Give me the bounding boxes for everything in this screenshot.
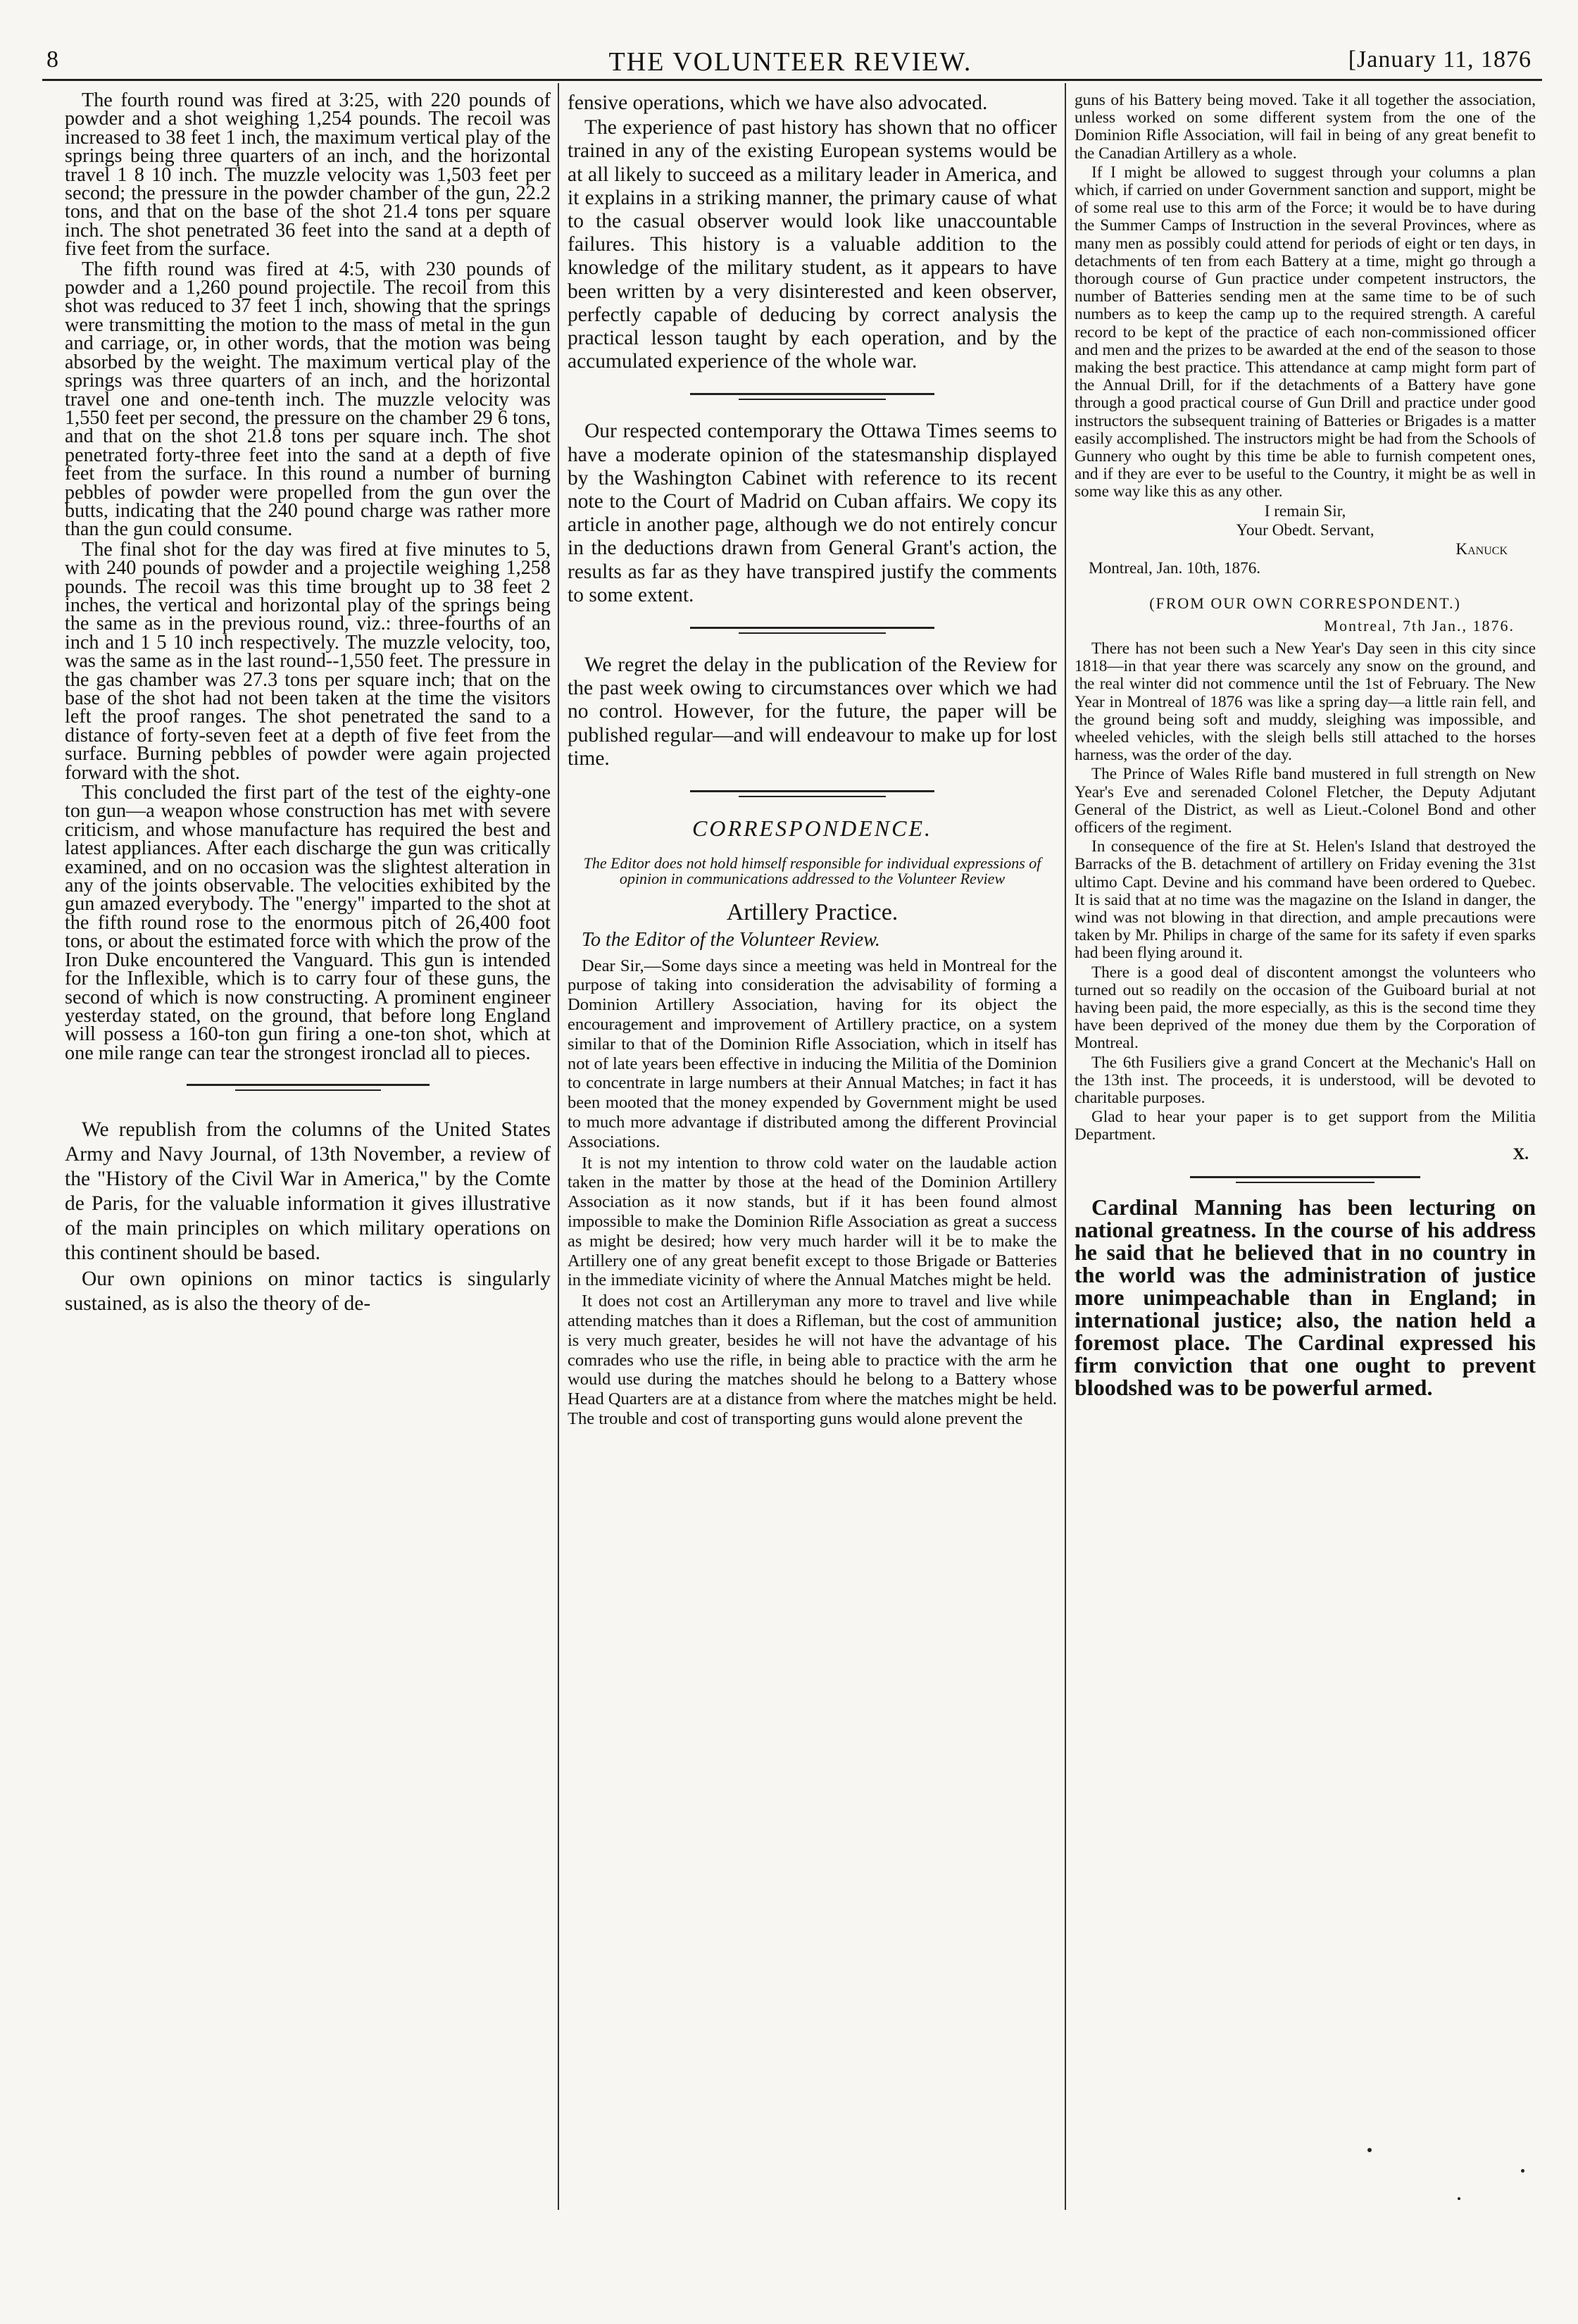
article-paragraph: The fifth round was fired at 4:5, with 230 pounds of powder and a 1,260 pound projectile. The recoil from this shot was reduced to 37 feet 1 inch, showing that the springs were transmitting the motion to the mass of metal in the gun and carriage, or, in other words, that the motion was being absorbed by the weight. The maximum vertical play of the springs was three quarters of an inch, and the horizontal travel one and one-tenth inch. The muzzle velocity was 1,550 feet per second, the pressure on the chamber 29 6 tons, and that on the shot 21.8 tons per square inch. The shot penetrated forty-three feet into the sand at a depth of five feet from the surface. In this round a number of burning pebbles of powder were propelled from the gun over the butts, indicating that the 240 pound charge was rather more than the gun could consume. (65, 258, 551, 541)
article-paragraph: This concluded the first part of the test of the eighty-one ton gun—a weapon whose construction has met with severe criticism, and whose manufacture has required the best and latest appliances. After each discharge the gun was critically examined, and on no occasion was the slightest alteration in any of the joints observable. The velocities exhibited by the gun amazed everybody. The "energy" imparted to the shot at the fifth round rose to the enormous pitch of 26,400 foot tons, or about the estimated force with which the prow of the Iron Duke encountered the Vanguard. This gun is intended for the Inflexible, which is to carry four of these guns, the second of which is now constructing. A prominent engineer yesterday stated, on the ground, that before long England will possess a 160-ton gun firing a one-ton shot, which at one mile range can tear the strongest ironclad all to pieces. (65, 782, 551, 1064)
news-paragraph: In consequence of the fire at St. Helen's Island that destroyed the Barracks of the B. detachment of artillery on Friday evening the 31st ultimo Capt. Devine and his command have been ordered to Quebec. It is said that at no time was the magazine on the Island in danger, the wind was not blowing in that direction, and ample precautions were taken by Mr. Philips in charge of the same for its safety if even sparks had been flying around it. (1075, 837, 1536, 963)
republish-section (65, 1118, 551, 1316)
section-separator (568, 390, 1057, 403)
header-rule (42, 79, 1542, 81)
page-number: 8 (46, 46, 59, 73)
letter-paragraph: Dear Sir,—Some days since a meeting was held in Montreal for the purpose of taking into consideration the advisability of forming a Dominion Artillery Association, having for its object the encouragement and improvement of Artillery practice, on a system similar to that of the Dominion Rifle Association, which in itself has not of late years been effective in inducing the Militia of the Dominion to concentrate in large numbers at their Annual Matches; in fact it has been mooted that the money expended by Government might be used to much more advantage if distributed among the different Provincial Associations. (568, 956, 1057, 1151)
column-1 (65, 89, 551, 1318)
letter-addressee: To the Editor of the Volunteer Review. (582, 929, 880, 951)
editorial-paragraph: fensive operations, which we have also advocated. (568, 92, 988, 114)
column-divider-1 (558, 83, 559, 2210)
section-separator (568, 787, 1057, 800)
letter-paragraph: guns of his Battery being moved. Take it all together the association, unless worked on some different system from the one of the Dominion Rifle Association, will fail in being of any great benefit to the Canadian Artillery as a whole. (1075, 91, 1536, 163)
correspondent-signature: X. (1513, 1144, 1529, 1163)
editorial-paragraph: Our own opinions on minor tactics is singularly sustained, as is also the theory of de- (65, 1268, 551, 1316)
news-paragraph: There has not been such a New Year's Day seen in this city since 1818—in that year there was scarcely any snow on the ground, and the real winter did not commence until the 1st of February. The New Year in Montreal of 1876 was like a spring day—a little rain fell, and the ground being soft and muddy, sleighing was impossible, and wheeled vehicles, with the sleigh bells still attached to the horses harness, was the order of the day. (1075, 639, 1536, 765)
letter-paragraph: It does not cost an Artilleryman any more to travel and live while attending matches than it does a Rifleman, but the cost of ammunition is very much greater, besides he will not have the advantage of his comrades who use the rifle, in being able to practice with the arm he would use during the matches should he belong to a Battery whose Head Quarters are at a distance from where the matches might be held. The trouble and cost of transporting guns would alone prevent the (568, 1292, 1057, 1429)
news-paragraph: The 6th Fusiliers give a grand Concert at the Mechanic's Hall on the 13th inst. The proceeds, it is understood, will be devoted to charitable purposes. (1075, 1053, 1536, 1107)
letter-place-date: Montreal, Jan. 10th, 1876. (1089, 559, 1261, 578)
article-title: Artillery Practice. (726, 899, 898, 926)
letter-closing: I remain Sir, (1264, 501, 1346, 520)
page-header (42, 42, 1539, 77)
scan-speck (1458, 2197, 1460, 2200)
editorial-paragraph: Our respected contemporary the Ottawa Times seems to have a moderate opinion of the statesmanship displayed by the Washington Cabinet with reference to its recent note to the Court of Madrid on Cuban affairs. We copy its article in another page, although we do not entirely concur in the deductions drawn from General Grant's action, the results as far as they have transpired justify the comments to some extent. (568, 420, 1057, 606)
article-paragraph: The fourth round was fired at 3:25, with 220 pounds of powder and a shot weighing 1,254 pounds. The recoil was increased to 38 feet 1 inch, the maximum vertical play of the springs being three quarters of an inch, and the horizontal travel 1 8 10 inch. The muzzle velocity was 1,503 feet per second; the pressure in the powder chamber of the gun, 22.2 tons, and that on the base of the shot 21.4 tons per square inch. The shot penetrated 36 feet into the sand at a depth of five feet from the surface. (65, 89, 551, 261)
letter-paragraph: It is not my intention to throw cold water on the laudable action taken in the matter by those at the head of the Dominion Artillery Association as it now stands, but if it has been found almost impossible to make the Dominion Rifle Association as great a success as might be desired; how very much harder will it be to make the Artillery one of any great benefit except to those Brigade or Batteries in the immediate vicinity of where the Annual Matches might be held. (568, 1153, 1057, 1290)
editorial-paragraph: We regret the delay in the publication of the Review for the past week owing to circumstances over which we had no control. However, for the future, the paper will be published regular—and will endeavour to make up for lost time. (568, 654, 1057, 770)
column-2 (568, 92, 1057, 1430)
letter-body (568, 956, 1057, 1429)
correspondent-heading: (FROM OUR OWN CORRESPONDENT.) (1149, 594, 1461, 613)
news-paragraph: There is a good deal of discontent amongst the volunteers who turned out so readily on the occasion of the Guiboard burial at not having been paid, the more especially, as this is the second time they have been deprived of the money due them by the Corporation of Montreal. (1075, 963, 1536, 1053)
news-paragraph: The Prince of Wales Rifle band mustered in full strength on New Year's Eve and serenaded Colonel Fletcher, the Deputy Adjutant General of the District, as well as Lieut.-Colonel Bond and other officers of the regiment. (1075, 765, 1536, 837)
section-separator (1075, 1173, 1536, 1186)
scan-speck (1521, 2169, 1524, 2173)
news-paragraph: Glad to hear your paper is to get support from the Militia Department. (1075, 1108, 1536, 1144)
section-separator (568, 624, 1057, 637)
column-divider-2 (1065, 83, 1066, 2210)
letter-paragraph: If I might be allowed to suggest through your columns a plan which, if carried on under Government sanction and support, might be of some real use to this arm of the Force; it would be to have during the Summer Camps of Instruction in the several Provinces, where as many men as possibly could attend for periods of eight or ten days, in detachments of ten from each Battery at a time, might go through a thorough course of Gun practice under competent instructors, the number of Batteries sending men at the same time to be of such numbers as to keep the camp up to the required strength. A careful record to be kept of the practice of each non-commissioned officer and men and the prizes to be awarded at the end of the season to those making the best practice. This attendance at camp might form part of the Annual Drill, for if the detachments of a Battery have gone through a good practical course of Gun Drill and practice under good instructors the subsequent training of Batteries or Brigades is a matter easily accomplished. The instructors might be had from the Schools of Gunnery who ought by this time be able to furnish competent ones, and if they are ever to be useful to the Country, it might be as well in some way like this as any other. (1075, 163, 1536, 501)
column-3 (1075, 92, 1536, 1400)
correspondence-heading: CORRESPONDENCE. (692, 816, 932, 842)
letter-signature: Kanuck (1455, 540, 1508, 559)
dispatch-dateline: Montreal, 7th Jan., 1876. (1324, 616, 1515, 635)
masthead-title: THE VOLUNTEER REVIEW. (608, 47, 972, 77)
editorial-paragraph: We republish from the columns of the United States Army and Navy Journal, of 13th November, a review of the "History of the Civil War in America," by the Comte de Paris, for the valuable information it gives illustrative of the main principles on which military operations on this continent should be based. (65, 1118, 551, 1265)
article-paragraph: The final shot for the day was fired at five minutes to 5, with 240 pounds of powder and a projectile weighing 1,258 pounds. The recoil was this time brought up to 38 feet 2 inches, the vertical and horizontal play of the springs being the same as in the previous round, viz.: three-fourths of an inch and 1 5 10 inch respectively. The muzzle velocity, too, was the same as in the last round--1,550 feet. The pressure in the gas chamber was 27.3 tons per square inch; that on the base of the shot had not been taken at the time the visitors left the proof ranges. The shot penetrated the sand to a distance of forty-seven feet at a depth of five feet from the surface. Burning pebbles of powder were again projected forward with the shot. (65, 538, 551, 784)
scan-speck (1367, 2148, 1372, 2152)
issue-date: [January 11, 1876 (1348, 46, 1532, 73)
editorial-paragraph: The experience of past history has shown that no officer trained in any of the existing European systems would be at all likely to succeed as a military leader in America, and it explains in a striking manner, the primary cause of what to the casual observer would look like unaccountable failures. This history is a valuable addition to the knowledge of the military student, as it appears to have been written by a very disinterested and keen observer, perfectly capable of deducing by correct analysis the practical lesson taught by each operation, and by the accumulated experience of the whole war. (568, 116, 1057, 373)
news-item-cardinal-manning: Cardinal Manning has been lecturing on national greatness. In the course of his address he said that he believed that in no country in the world was the administration of justice more unimpeachable than in England; in international justice; also, the nation held a foremost place. The Cardinal expressed his firm conviction that one ought to prevent bloodshed was to be powerful armed. (1075, 1194, 1536, 1400)
letter-closing: Your Obedt. Servant, (1236, 520, 1375, 539)
editor-disclaimer: The Editor does not hold himself responsible for individual expressions of opinion in communications addressed to the Volunteer Review (583, 854, 1041, 888)
section-separator (65, 1081, 551, 1094)
